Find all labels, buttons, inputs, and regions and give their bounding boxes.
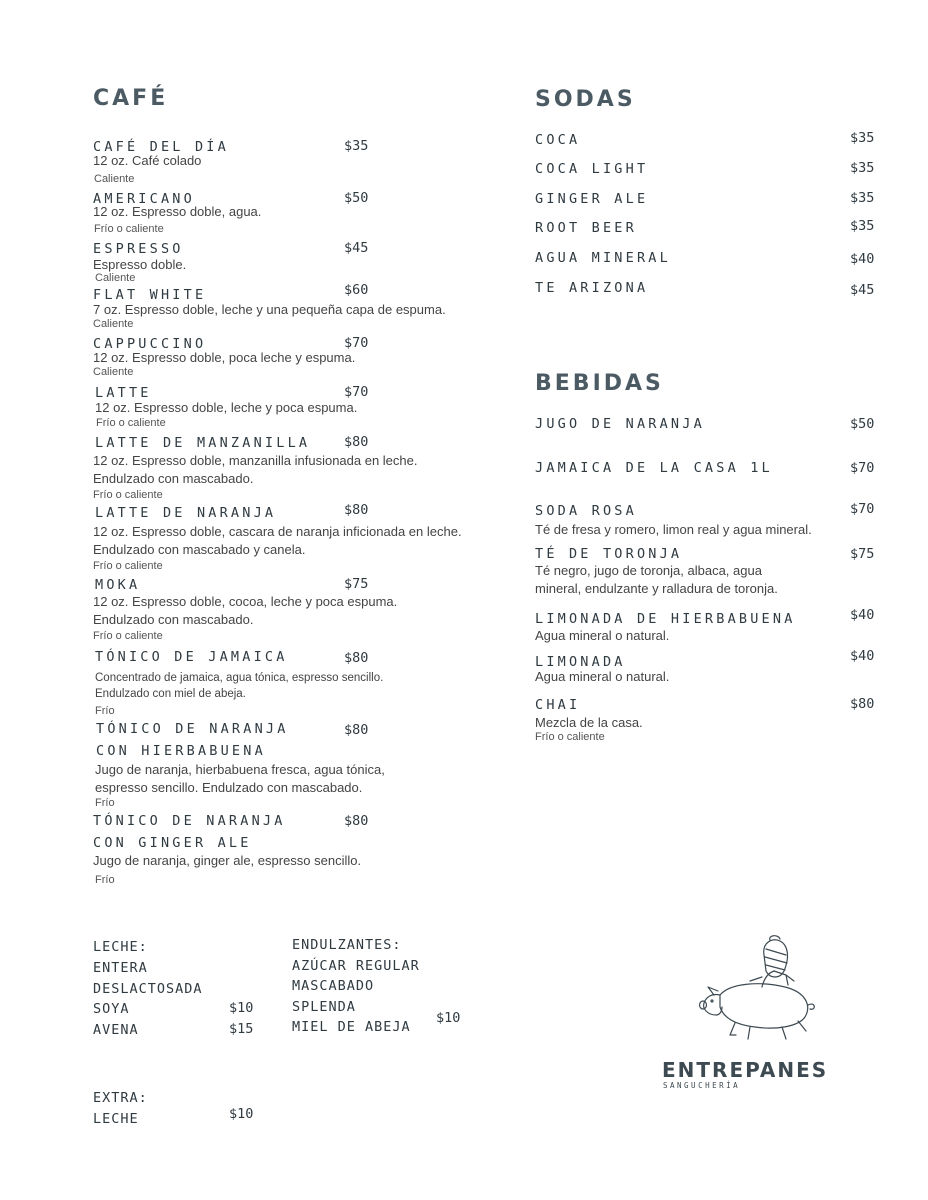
menu-item-name: GINGER ALE <box>535 191 649 207</box>
menu-item-price: $45 <box>850 282 875 298</box>
menu-item-name: ROOT BEER <box>535 220 637 236</box>
menu-item-name: LATTE <box>95 385 152 401</box>
menu-item-price: $80 <box>344 813 369 829</box>
menu-item-note: Frío o caliente <box>93 630 163 642</box>
leche-title: LECHE: <box>93 939 148 955</box>
menu-item-note: Frío <box>95 705 115 717</box>
leche-option-price: $10 <box>229 1000 254 1016</box>
menu-item-note: Frío o caliente <box>535 731 605 743</box>
menu-item-description: Espresso doble. <box>93 257 187 272</box>
menu-item-name: CAPPUCCINO <box>93 336 207 352</box>
pig-sandwich-logo-icon <box>690 935 840 1045</box>
menu-item-price: $80 <box>344 434 369 450</box>
extra-title: EXTRA: <box>93 1090 148 1106</box>
menu-item-description: Endulzado con miel de abeja. <box>95 688 246 700</box>
menu-item-note: Frío o caliente <box>94 223 164 235</box>
menu-item-description: 12 oz. Espresso doble, cascara de naranja inficionada en leche. <box>93 524 462 539</box>
brand-logo-text: ENTREPANES <box>662 1058 829 1082</box>
menu-item-price: $45 <box>344 240 369 256</box>
menu-item-note: Frío <box>95 797 115 809</box>
menu-item-name: LATTE DE NARANJA <box>95 505 277 521</box>
menu-item-name: AGUA MINERAL <box>535 250 671 266</box>
menu-item-note: Frío o caliente <box>93 560 163 572</box>
menu-item-description: Jugo de naranja, ginger ale, espresso sencillo. <box>93 853 362 868</box>
menu-item-price: $35 <box>344 138 369 154</box>
menu-item-price: $80 <box>344 650 369 666</box>
menu-item-name: TÓNICO DE NARANJA <box>93 813 286 829</box>
menu-item-price: $70 <box>850 460 875 476</box>
menu-item-name: ESPRESSO <box>93 241 184 257</box>
leche-option-price: $15 <box>229 1021 254 1037</box>
menu-item-price: $35 <box>850 130 875 146</box>
menu-item-name: CAFÉ DEL DÍA <box>93 139 229 155</box>
extra-option: LECHE <box>93 1111 139 1127</box>
menu-item-note: Frío o caliente <box>96 417 166 429</box>
leche-option: AVENA <box>93 1022 139 1038</box>
menu-item-description: Endulzado con mascabado. <box>93 471 254 486</box>
endulzante-option: MIEL DE ABEJA <box>292 1019 411 1035</box>
menu-item-note: Caliente <box>95 272 136 284</box>
menu-item-price: $80 <box>344 722 369 738</box>
sodas-section-title: SODAS <box>535 87 636 112</box>
menu-item-note: Frío <box>95 874 115 886</box>
menu-item-price: $40 <box>850 648 875 664</box>
menu-item-name: CON HIERBABUENA <box>96 743 266 759</box>
menu-item-note: Frío o caliente <box>93 489 163 501</box>
menu-item-price: $35 <box>850 160 875 176</box>
leche-option: ENTERA <box>93 960 148 976</box>
menu-item-price: $35 <box>850 190 875 206</box>
menu-item-price: $75 <box>850 546 875 562</box>
menu-item-price: $70 <box>344 335 369 351</box>
endulzante-option: SPLENDA <box>292 999 356 1015</box>
menu-item-name: LIMONADA DE HIERBABUENA <box>535 611 796 627</box>
menu-item-description: 12 oz. Espresso doble, cocoa, leche y poca espuma. <box>93 594 398 609</box>
menu-item-note: Caliente <box>94 173 135 185</box>
menu-item-description: Concentrado de jamaica, agua tónica, espresso sencillo. <box>95 672 384 684</box>
menu-item-description: Agua mineral o natural. <box>535 669 670 684</box>
menu-item-description: Jugo de naranja, hierbabuena fresca, agua tónica, <box>95 762 385 777</box>
menu-item-price: $50 <box>344 190 369 206</box>
menu-item-name: COCA LIGHT <box>535 161 649 177</box>
menu-item-price: $40 <box>850 607 875 623</box>
menu-item-description: 7 oz. Espresso doble, leche y una pequeña capa de espuma. <box>93 302 446 317</box>
menu-item-description: Agua mineral o natural. <box>535 628 670 643</box>
menu-item-name: JAMAICA DE LA CASA 1L <box>535 460 773 476</box>
menu-item-price: $80 <box>344 502 369 518</box>
menu-item-name: CHAI <box>535 697 581 713</box>
menu-item-name: MOKA <box>95 577 141 593</box>
menu-item-name: FLAT WHITE <box>93 287 207 303</box>
menu-item-description: 12 oz. Espresso doble, manzanilla infusionada en leche. <box>93 453 418 468</box>
menu-item-description: 12 oz. Espresso doble, leche y poca espuma. <box>95 400 358 415</box>
endulzante-option: AZÚCAR REGULAR <box>292 958 420 974</box>
leche-option: DESLACTOSADA <box>93 981 203 997</box>
bebidas-section-title: BEBIDAS <box>535 371 664 396</box>
menu-item-name: TE ARIZONA <box>535 280 649 296</box>
menu-item-name: TÓNICO DE NARANJA <box>96 721 289 737</box>
menu-item-name: CON GINGER ALE <box>93 835 252 851</box>
menu-item-name: SODA ROSA <box>535 503 637 519</box>
menu-item-description: 12 oz. Café colado <box>93 153 202 168</box>
menu-item-price: $70 <box>344 384 369 400</box>
menu-item-price: $35 <box>850 218 875 234</box>
menu-item-name: JUGO DE NARANJA <box>535 416 705 432</box>
menu-item-description: 12 oz. Espresso doble, poca leche y espuma. <box>93 350 356 365</box>
endulzantes-price: $10 <box>436 1010 461 1026</box>
menu-item-description: 12 oz. Espresso doble, agua. <box>93 204 262 219</box>
menu-item-name: LATTE DE MANZANILLA <box>95 435 311 451</box>
menu-item-name: TÓNICO DE JAMAICA <box>95 649 288 665</box>
menu-item-description: espresso sencillo. Endulzado con mascabado. <box>95 780 363 795</box>
menu-item-price: $60 <box>344 282 369 298</box>
leche-option: SOYA <box>93 1001 130 1017</box>
endulzantes-title: ENDULZANTES: <box>292 937 402 953</box>
endulzante-option: MASCABADO <box>292 978 375 994</box>
menu-item-price: $75 <box>344 576 369 592</box>
menu-item-description: Té negro, jugo de toronja, albaca, agua <box>535 563 762 578</box>
menu-item-note: Caliente <box>93 318 134 330</box>
cafe-section-title: CAFÉ <box>93 86 169 111</box>
menu-item-description: mineral, endulzante y ralladura de toronja. <box>535 581 778 596</box>
extra-price: $10 <box>229 1106 254 1122</box>
menu-item-price: $70 <box>850 501 875 517</box>
menu-item-note: Caliente <box>93 366 134 378</box>
menu-item-description: Té de fresa y romero, limon real y agua mineral. <box>535 522 812 537</box>
menu-item-description: Endulzado con mascabado y canela. <box>93 542 306 557</box>
menu-item-price: $80 <box>850 696 875 712</box>
menu-item-name: LIMONADA <box>535 654 626 670</box>
menu-item-price: $40 <box>850 251 875 267</box>
menu-item-description: Mezcla de la casa. <box>535 715 643 730</box>
menu-item-name: TÉ DE TORONJA <box>535 546 683 562</box>
menu-item-description: Endulzado con mascabado. <box>93 612 254 627</box>
menu-item-name: AMERICANO <box>93 191 195 207</box>
menu-item-name: COCA <box>535 132 581 148</box>
brand-logo-subtitle: SANGUCHERÍA <box>663 1081 741 1090</box>
menu-item-price: $50 <box>850 416 875 432</box>
